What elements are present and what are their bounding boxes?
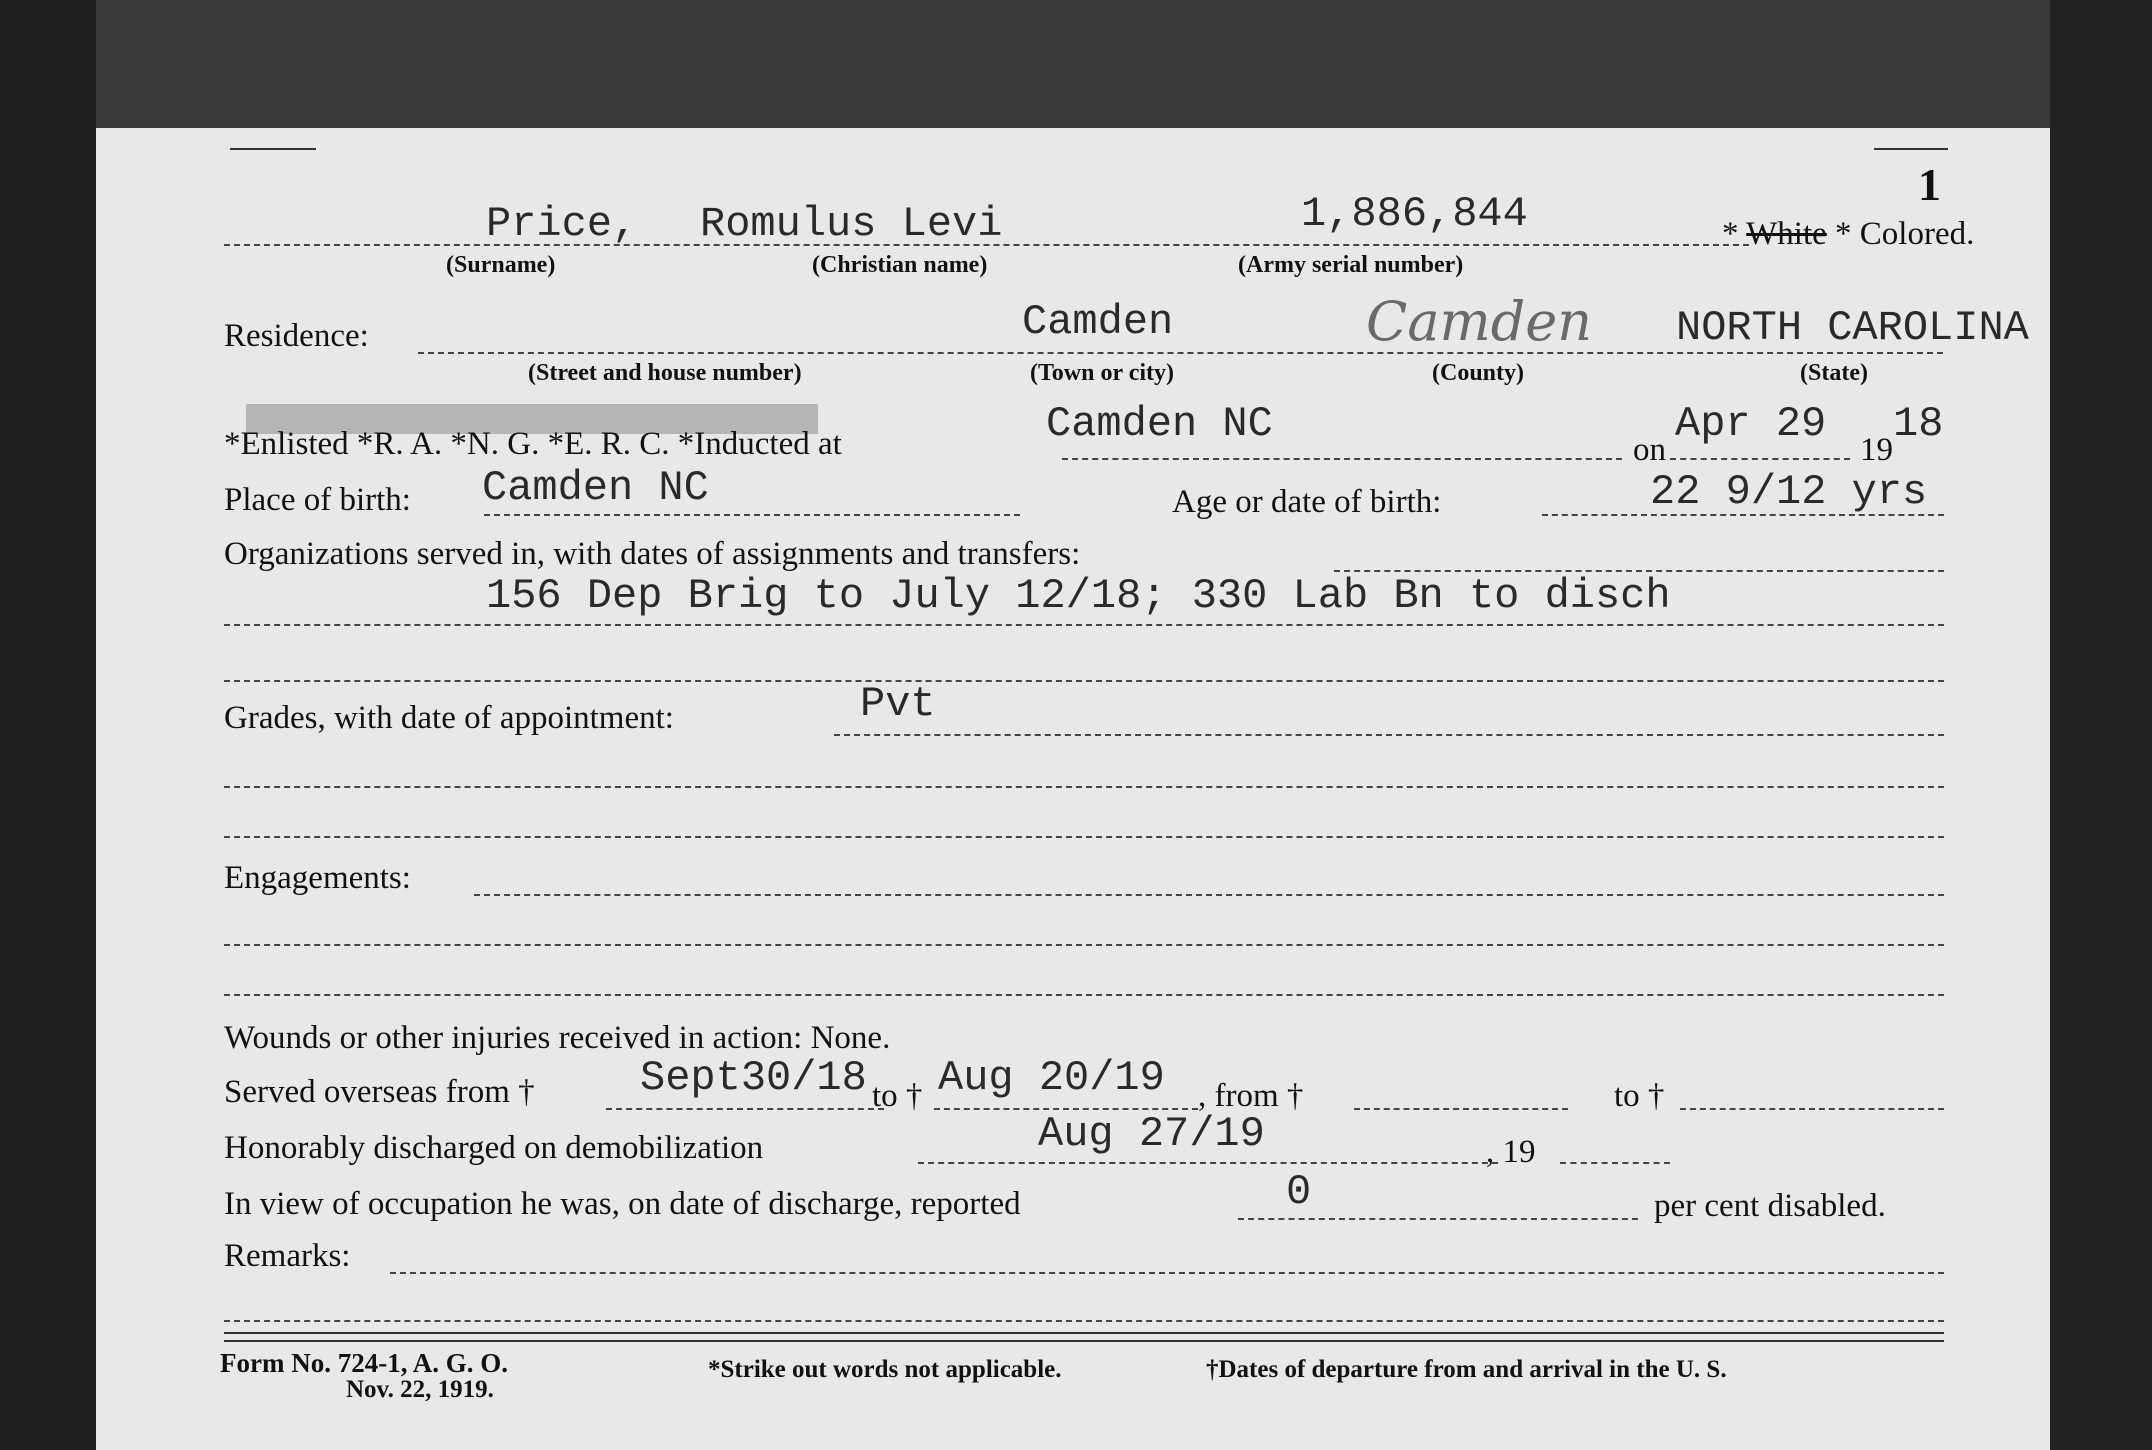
inducted-place-value: Camden NC [1046, 400, 1273, 448]
county-caption: (County) [1432, 360, 1525, 386]
form-date: Nov. 22, 1919. [346, 1376, 494, 1403]
disability-label: In view of occupation he was, on date of discharge, reported [224, 1186, 1021, 1222]
race-option-white: White [1746, 216, 1827, 252]
place-of-birth-label: Place of birth: [224, 482, 411, 518]
overseas-to-value: Aug 20/19 [938, 1054, 1165, 1102]
footnote-dates: †Dates of departure from and arrival in the U. S. [1206, 1356, 1727, 1383]
place-of-birth-line [484, 514, 1020, 516]
residence-label: Residence: [224, 318, 369, 354]
overseas-to-word-2: to [1614, 1078, 1640, 1114]
dagger-mark-4: † [1647, 1078, 1665, 1114]
year-prefix: 19 [1860, 432, 1893, 468]
christian-name-value: Romulus Levi [700, 200, 1003, 248]
induction-year-value: 18 [1893, 400, 1944, 448]
discharge-year-line [1560, 1162, 1670, 1164]
date-line [1670, 458, 1850, 460]
grades-line-3 [224, 836, 1944, 838]
overseas-from-label: Served overseas from [224, 1074, 510, 1110]
card-number: 1 [1918, 159, 1941, 210]
overseas-to-word: to [872, 1078, 898, 1114]
remarks-line-2 [224, 1320, 1944, 1322]
overseas-from-line-2 [1354, 1108, 1568, 1110]
discharge-label: Honorably discharged on demobilization [224, 1130, 764, 1166]
footer-rule-1 [224, 1332, 1944, 1334]
grades-value: Pvt [860, 680, 936, 728]
race-field: * White * Colored. [1722, 216, 1975, 252]
organizations-line-2 [224, 624, 1944, 626]
engagements-line-2 [224, 944, 1944, 946]
on-label: on [1633, 432, 1666, 468]
state-caption: (State) [1800, 360, 1868, 386]
overseas-from-value: Sept30/18 [640, 1054, 867, 1102]
overseas-to-label [872, 1078, 922, 1115]
remarks-label: Remarks: [224, 1238, 351, 1274]
corner-rule-left [230, 148, 316, 150]
age-label: Age or date of birth: [1172, 484, 1442, 520]
town-caption: (Town or city) [1030, 360, 1174, 386]
overseas-from-line [606, 1108, 884, 1110]
remarks-line-1 [390, 1272, 1944, 1274]
discharge-line [918, 1162, 1498, 1164]
engagements-line-1 [474, 894, 1944, 896]
engagements-line-3 [224, 994, 1944, 996]
grades-label: Grades, with date of appointment: [224, 700, 674, 736]
dagger-mark-2: † [905, 1078, 923, 1114]
discharge-date-value: Aug 27/19 [1038, 1110, 1265, 1158]
scan-background-top [0, 0, 2152, 128]
residence-line [418, 352, 1943, 354]
footnote-strike: *Strike out words not applicable. [708, 1356, 1062, 1383]
organizations-label: Organizations served in, with dates of assignments and transfers: [224, 536, 1081, 572]
age-value: 22 9/12 yrs [1650, 468, 1928, 516]
disability-value: 0 [1286, 1168, 1312, 1216]
residence-town-value: Camden [1022, 298, 1174, 346]
enlistment-label: *Enlisted *R. A. *N. G. *E. R. C. *Inducted at [224, 426, 842, 462]
race-option-colored: Colored. [1859, 216, 1975, 252]
street-caption: (Street and house number) [528, 360, 802, 386]
scan-background-right [2050, 0, 2152, 1450]
serial-number-value: 1,886,844 [1301, 190, 1528, 238]
christian-name-caption: (Christian name) [812, 252, 988, 278]
disability-suffix: per cent disabled. [1654, 1188, 1886, 1224]
service-record-card [96, 128, 2050, 1450]
corner-rule-right [1874, 148, 1948, 150]
organizations-line-3 [224, 680, 1944, 682]
disability-line [1238, 1218, 1638, 1220]
overseas-from-word-2: , from [1198, 1078, 1279, 1114]
engagements-label: Engagements: [224, 860, 411, 896]
discharge-year-label: , 19 [1486, 1134, 1536, 1170]
footer-rule-2 [224, 1340, 1944, 1342]
wounds-label: Wounds or other injuries received in action: None. [224, 1020, 891, 1056]
surname-caption: (Surname) [446, 252, 556, 278]
overseas-label [224, 1074, 535, 1111]
dagger-mark-3: † [1286, 1078, 1304, 1114]
overseas-to-label-2 [1614, 1078, 1664, 1115]
grades-line-1 [834, 734, 1944, 736]
grades-line-2 [224, 786, 1944, 788]
scan-background-left [0, 0, 96, 1450]
serial-number-caption: (Army serial number) [1238, 252, 1464, 278]
dagger-mark-1: † [518, 1074, 535, 1110]
residence-county-value: Camden [1366, 290, 1593, 353]
organizations-value: 156 Dep Brig to July 12/18; 330 Lab Bn to disch [486, 572, 1671, 620]
residence-state-value: NORTH CAROLINA [1676, 304, 2029, 352]
induction-date-value: Apr 29 [1675, 400, 1827, 448]
place-of-birth-value: Camden NC [482, 464, 709, 512]
inducted-line [1062, 458, 1622, 460]
surname-value: Price, [486, 200, 638, 248]
overseas-to-line-2 [1680, 1108, 1944, 1110]
form-number: Form No. 724-1, A. G. O. [220, 1348, 508, 1378]
